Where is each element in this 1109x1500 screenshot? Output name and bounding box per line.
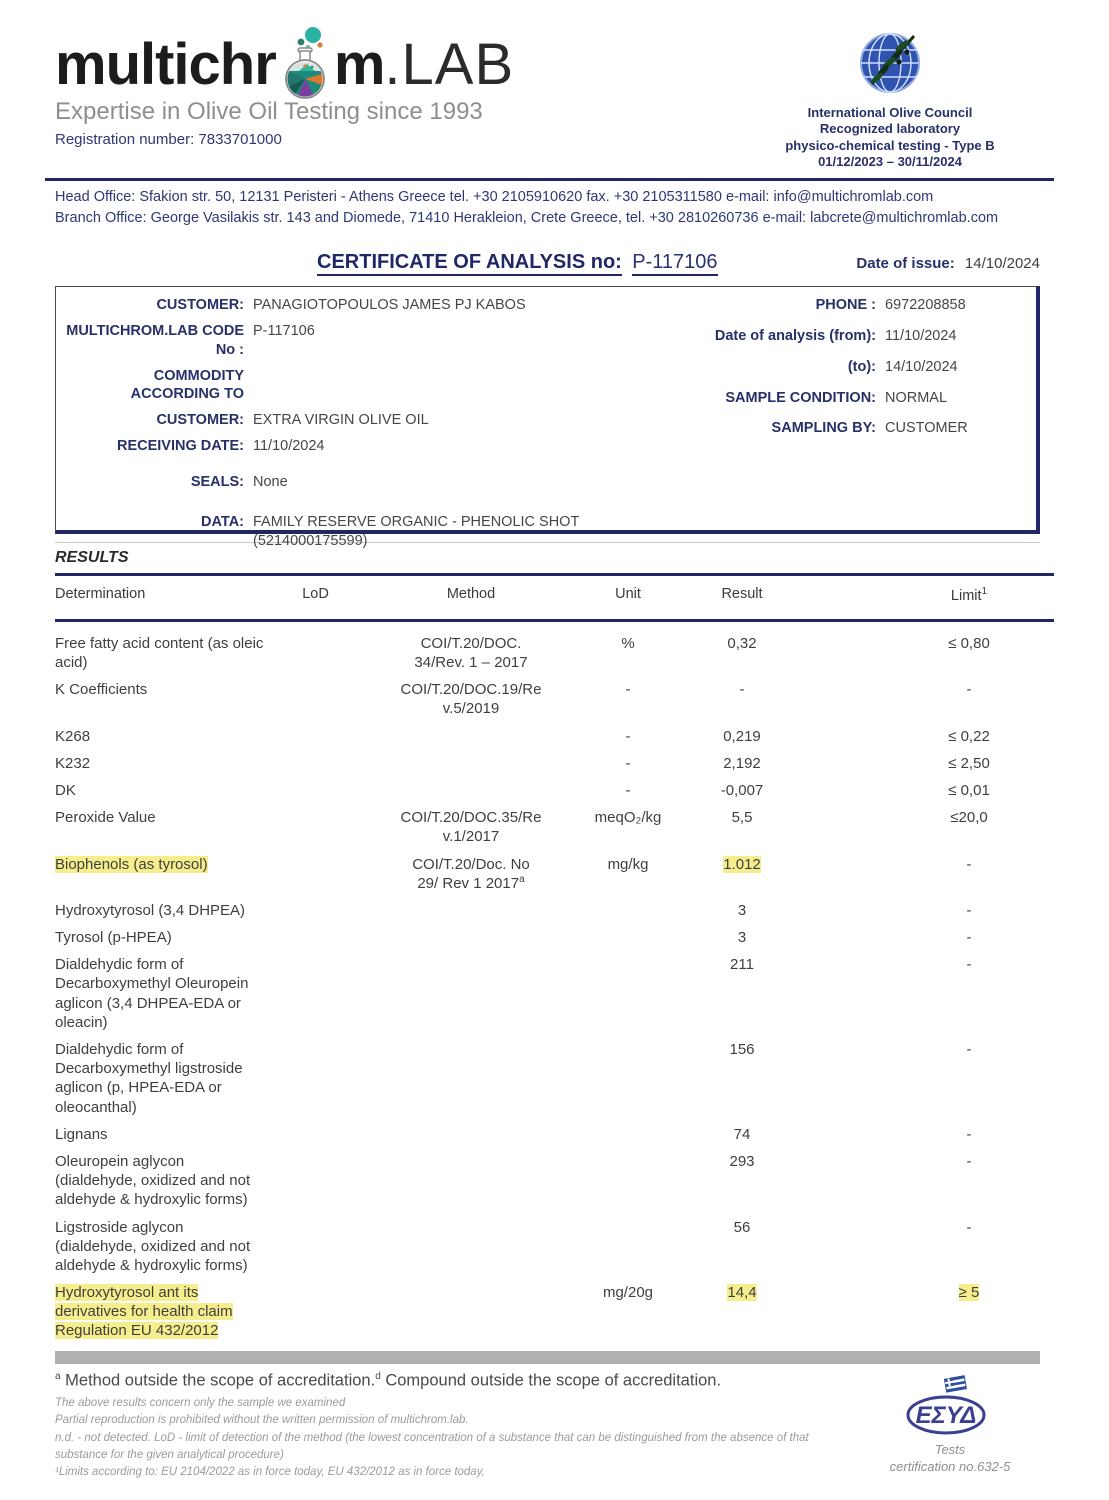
- col-limit: Limit$^1$: [950, 586, 988, 604]
- info-label: DATA:: [201, 513, 244, 530]
- method-cell: COI/T.20/Doc. No 29/ Rev 1 2017$^a$: [412, 855, 530, 892]
- method-cell: [358, 754, 584, 773]
- info-row: [668, 296, 1030, 315]
- determination-cell: Hydroxytyrosol ant its derivatives for health claim Regulation EU 432/2012: [55, 1284, 233, 1340]
- determination-cell: K232: [55, 754, 91, 772]
- determination-cell: Ligstroside aglycon (dialdehyde, oxidized and not aldehyde & hydroxylic forms): [55, 1218, 251, 1274]
- unit-cell: [584, 1040, 672, 1117]
- lod-cell: [273, 1152, 358, 1210]
- determination-cell: DK: [55, 781, 76, 799]
- date-of-issue: [856, 255, 1040, 272]
- unit-cell: [584, 955, 672, 1032]
- method-cell: COI/T.20/DOC.35/Re v.1/2017: [400, 809, 542, 846]
- ioc-line1: International Olive Council: [807, 105, 973, 120]
- results-heading: RESULTS: [55, 549, 129, 567]
- table-row: [55, 781, 1040, 800]
- method-cell: [358, 1040, 584, 1117]
- table-row: [55, 1152, 1040, 1210]
- lod-cell: [273, 727, 358, 746]
- table-row: [55, 1283, 1040, 1341]
- table-row: [55, 855, 1040, 893]
- accreditation-footnote: $^a$ Method outside the scope of accreditation.$^d$ Compound outside the scope of accreditation.: [55, 1370, 722, 1390]
- info-value: None: [253, 473, 288, 490]
- col-determination: Determination: [55, 586, 146, 603]
- unit-cell: [584, 1152, 672, 1210]
- esyd-line1: Tests: [934, 1441, 966, 1457]
- determination-cell: Oleuropein aglycon (dialdehyde, oxidized and not aldehyde & hydroxylic forms): [55, 1152, 251, 1209]
- info-label: RECEIVING DATE:: [116, 438, 244, 455]
- result-cell: 2,192: [723, 754, 761, 772]
- results-table-header: [55, 576, 1040, 613]
- method-cell: [358, 781, 584, 800]
- method-cell: [358, 928, 584, 947]
- lab-logo-block: [55, 26, 514, 170]
- table-row: [55, 727, 1040, 746]
- table-row: [55, 754, 1040, 773]
- certificate-title-label: CERTIFICATE OF ANALYSIS no:: [317, 251, 622, 276]
- col-method: Method: [446, 586, 496, 603]
- info-row: [62, 322, 668, 360]
- info-label: MULTICHROM.LAB CODE No :: [66, 322, 244, 358]
- unit-cell: -: [625, 754, 631, 772]
- unit-cell: %: [621, 634, 635, 652]
- table-row: [55, 808, 1040, 846]
- ioc-line3: physico-chemical testing - Type B: [785, 137, 995, 153]
- unit-cell: [584, 1125, 672, 1144]
- info-row: [668, 389, 1030, 408]
- unit-cell: -: [625, 727, 631, 745]
- result-cell: -0,007: [720, 781, 764, 799]
- ioc-accreditation-block: [740, 26, 1040, 170]
- svg-text:ΕΣΥΔ: ΕΣΥΔ: [915, 1401, 977, 1429]
- result-cell: 74: [733, 1125, 751, 1143]
- determination-cell: Tyrosol (p-HPEA): [55, 929, 172, 947]
- footer: [55, 1371, 1040, 1482]
- results-table-body: [55, 622, 1040, 1341]
- method-cell: [358, 901, 584, 920]
- method-cell: [358, 1218, 584, 1276]
- lod-cell: [273, 781, 358, 800]
- limit-cell: ≤ 0,80: [948, 634, 990, 652]
- unit-cell: [584, 901, 672, 920]
- lod-cell: [273, 1283, 358, 1341]
- limit-cell: -: [966, 1152, 972, 1170]
- limit-cell: -: [966, 901, 972, 919]
- unit-cell: -: [625, 681, 631, 699]
- table-row: [55, 928, 1040, 947]
- method-cell: COI/T.20/DOC.19/Re v.5/2019: [400, 681, 542, 718]
- result-cell: -: [739, 681, 745, 699]
- date-of-issue-label: Date of issue:: [856, 255, 955, 273]
- sample-info-right: [668, 296, 1030, 530]
- info-label: PHONE :: [815, 297, 876, 314]
- lod-cell: [273, 928, 358, 947]
- info-label: Date of analysis (from):: [714, 327, 876, 344]
- result-cell: 156: [729, 1041, 755, 1059]
- info-label: SAMPLING BY:: [771, 420, 876, 437]
- info-row: [62, 473, 668, 492]
- unit-cell: [584, 928, 672, 947]
- info-row: [668, 327, 1030, 346]
- date-of-issue-value: 14/10/2024: [964, 255, 1040, 273]
- lod-cell: [273, 808, 358, 846]
- lod-cell: [273, 1125, 358, 1144]
- determination-cell: K268: [55, 727, 91, 745]
- certificate-number: P-117106: [632, 251, 717, 276]
- determination-cell: Dialdehydic form of Decarboxymethyl ligstroside aglicon (p, HPEA-EDA or oleocanthal): [55, 1041, 243, 1116]
- info-label: CUSTOMER:: [156, 412, 244, 429]
- esyd-certification-block: [860, 1371, 1040, 1482]
- determination-cell: Free fatty acid content (as oleic acid): [55, 634, 264, 672]
- table-row: [55, 1218, 1040, 1276]
- method-cell: [358, 1125, 584, 1144]
- esyd-accreditation-logo: [860, 1375, 1040, 1441]
- determination-cell: Peroxide Value: [55, 809, 156, 827]
- lod-cell: [273, 955, 358, 1032]
- determination-cell: K Coefficients: [55, 681, 148, 699]
- certificate-title-row: [55, 251, 1040, 274]
- disclaimer-line: The above results concern only the sample we examined: [55, 1397, 346, 1410]
- info-label: SEALS:: [190, 473, 244, 490]
- info-label: CUSTOMER:: [156, 297, 244, 314]
- result-cell: 3: [737, 929, 747, 947]
- method-cell: [358, 1152, 584, 1210]
- table-row: [55, 1125, 1040, 1144]
- limit-cell: ≤20,0: [950, 809, 988, 827]
- tagline: Expertise in Olive Oil Testing since 1993: [55, 98, 483, 125]
- limit-cell: -: [966, 855, 972, 873]
- header: [55, 26, 1040, 170]
- result-cell: 3: [737, 901, 747, 919]
- head-office-line: Head Office: Sfakion str. 50, 12131 Peristeri - Athens Greece tel. +30 2105910620 fax. +30 2105311580 e-mail: info@multichromlab.com: [55, 189, 934, 205]
- result-cell: 5,5: [731, 809, 753, 827]
- table-row: [55, 901, 1040, 920]
- determination-cell: Dialdehydic form of Decarboxymethyl Oleuropein aglicon (3,4 DHPEA-EDA or oleacin): [55, 956, 249, 1031]
- info-row: [62, 367, 668, 405]
- unit-cell: [584, 1218, 672, 1276]
- limit-cell: ≤ 0,22: [948, 727, 990, 745]
- results-section: [55, 542, 1040, 1341]
- info-value: PANAGIOTOPOULOS JAMES PJ KABOS: [253, 297, 526, 314]
- office-addresses: [55, 187, 1040, 229]
- result-cell: 56: [733, 1218, 751, 1236]
- determination-cell: Biophenols (as tyrosol): [55, 855, 208, 873]
- info-row: [62, 296, 668, 315]
- ioc-line2: Recognized laboratory: [819, 121, 961, 137]
- limit-cell: -: [966, 1041, 972, 1059]
- col-lod: LoD: [302, 586, 329, 603]
- lod-cell: [273, 680, 358, 718]
- limit-cell: -: [966, 1218, 972, 1236]
- esyd-line2: certification no.632-5: [889, 1459, 1011, 1475]
- logo-text-suffix: .LAB: [384, 32, 515, 97]
- determination-cell: Lignans: [55, 1125, 108, 1143]
- unit-cell: meqO₂/kg: [594, 809, 662, 827]
- flask-icon: [277, 26, 333, 100]
- table-row: [55, 1040, 1040, 1117]
- logo-text-left: multichr: [55, 32, 276, 97]
- limit-cell: -: [966, 681, 972, 699]
- info-row: [668, 419, 1030, 438]
- result-cell: 211: [730, 956, 754, 974]
- method-cell: [358, 727, 584, 746]
- limit-cell: -: [966, 1125, 972, 1143]
- disclaimer-notes: [55, 1395, 840, 1481]
- method-cell: COI/T.20/DOC. 34/Rev. 1 – 2017: [414, 634, 528, 672]
- footnotes: [55, 1371, 860, 1482]
- method-cell: [358, 955, 584, 1032]
- info-label: COMMODITY ACCORDING TO: [130, 367, 244, 403]
- sample-info-left: [62, 296, 668, 549]
- result-cell: 14,4: [727, 1284, 757, 1302]
- ioc-globe-olive-branch-logo: [740, 26, 1040, 102]
- result-cell: 0,32: [727, 634, 757, 652]
- info-row: [668, 358, 1030, 377]
- info-value: 14/10/2024: [885, 358, 958, 375]
- disclaimer-line: ¹Limits according to: EU 2104/2022 as in force today, EU 432/2012 as in force today,: [55, 1466, 485, 1479]
- info-value: EXTRA VIRGIN OLIVE OIL: [253, 412, 429, 429]
- lab-logo: [55, 26, 515, 97]
- table-row: [55, 680, 1040, 718]
- table-row: [55, 634, 1040, 672]
- lod-cell: [273, 1040, 358, 1117]
- logo-text-mid: m: [333, 32, 385, 97]
- limit-cell: ≥ 5: [958, 1284, 980, 1302]
- col-unit: Unit: [615, 586, 641, 603]
- ioc-line4: 01/12/2023 – 30/11/2024: [818, 153, 962, 169]
- info-label: (to):: [847, 358, 876, 375]
- info-value: CUSTOMER: [885, 420, 968, 437]
- lod-cell: [273, 901, 358, 920]
- sample-info-box: [55, 286, 1040, 549]
- result-cell: 1.012: [723, 855, 761, 873]
- lod-cell: [273, 1218, 358, 1276]
- info-value: 11/10/2024: [885, 327, 957, 344]
- info-value: NORMAL: [885, 389, 948, 406]
- lod-cell: [273, 754, 358, 773]
- unit-cell: mg/20g: [602, 1284, 654, 1302]
- certificate-title: [317, 251, 718, 274]
- info-value: FAMILY RESERVE ORGANIC - PHENOLIC SHOT (5214000175599): [253, 513, 580, 549]
- branch-office-line: Branch Office: George Vasilakis str. 143 and Diomede, 71410 Herakleion, Crete Greece, tel. +30 2810260736 e-mail: labcrete@multichromlab.com: [55, 210, 999, 227]
- method-cell: [358, 1283, 584, 1341]
- disclaimer-line: Partial reproduction is prohibited without the written permission of multichrom.lab.: [55, 1414, 469, 1427]
- info-row: [62, 411, 668, 430]
- limit-cell: ≤ 2,50: [948, 754, 990, 772]
- info-row: [62, 437, 668, 456]
- info-value: 11/10/2024: [253, 438, 325, 455]
- disclaimer-line: n.d. - not detected. LoD - limit of detection of the method (the lowest concentration of a substance that can be distinguished from the absence of that substance for the given analytical procedure): [55, 1431, 809, 1461]
- lod-cell: [273, 634, 358, 672]
- info-label: SAMPLE CONDITION:: [725, 389, 876, 406]
- table-row: [55, 955, 1040, 1032]
- result-cell: 0,219: [723, 727, 761, 745]
- header-divider: [45, 178, 1054, 181]
- info-row: [62, 513, 668, 551]
- unit-cell: mg/kg: [607, 855, 649, 873]
- determination-cell: Hydroxytyrosol (3,4 DHPEA): [55, 901, 246, 919]
- footer-divider-bar: [55, 1351, 1040, 1364]
- limit-cell: -: [966, 956, 972, 974]
- lod-cell: [273, 855, 358, 893]
- limit-cell: ≤ 0,01: [948, 781, 990, 799]
- info-value: P-117106: [253, 322, 315, 339]
- unit-cell: -: [625, 781, 631, 799]
- info-value: 6972208858: [885, 297, 966, 314]
- limit-cell: -: [966, 929, 972, 947]
- col-result: Result: [721, 586, 763, 603]
- registration-number: Registration number: 7833701000: [55, 131, 282, 148]
- result-cell: 293: [729, 1152, 755, 1170]
